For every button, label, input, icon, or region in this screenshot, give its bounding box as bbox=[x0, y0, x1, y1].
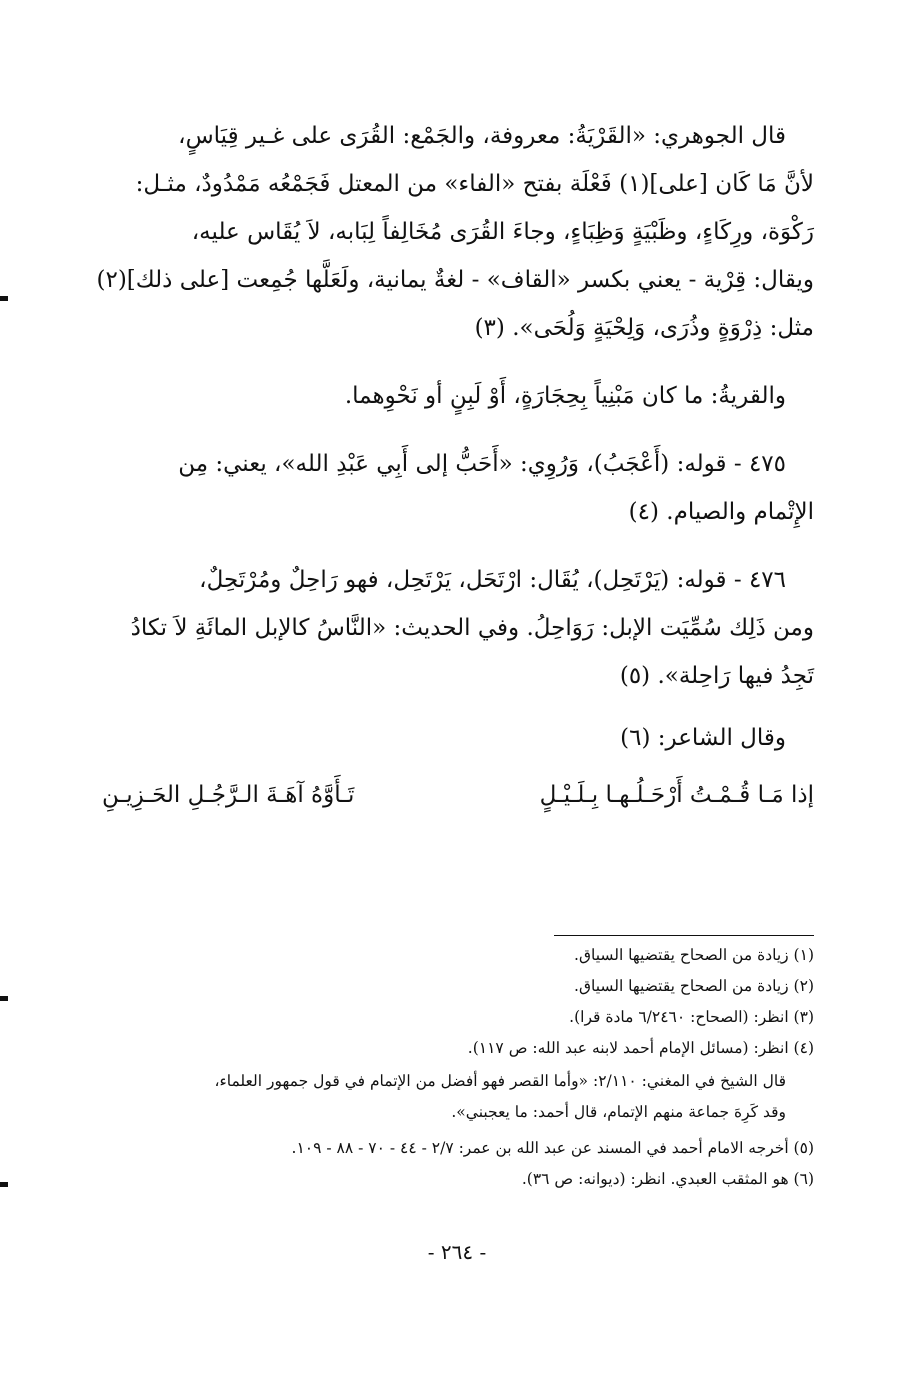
text-line: ويقال: قِرْية - يعني بكسر «القاف» - لغةٌ يمانية، ولَعَلَّها جُمِعت [على ذلك](٢) bbox=[96, 267, 814, 293]
text-line: تَجِدُ فيها رَاحِلة». (٥) bbox=[619, 663, 814, 689]
text-line: ومن ذَلِك سُمِّيَت الإبل: رَوَاحِلُ. وفي الحديث: «النَّاسُ كالإبل المائَةِ لاَ تكادُ bbox=[130, 615, 814, 641]
text-line: الإِتْمام والصيام. (٤) bbox=[628, 499, 814, 525]
text-line: ٤٧٦ - قوله: (يَرْتَحِل)، يُقَال: ارْتَحَل، يَرْتَحِل، فهو رَاحِلٌ ومُرْتَحِلٌ، bbox=[199, 567, 786, 593]
page-number: - ٢٦٤ - bbox=[427, 1240, 487, 1264]
footnote-2: (٢) زيادة من الصحاح يقتضيها السياق. bbox=[574, 977, 814, 995]
paragraph-poet bbox=[102, 714, 814, 762]
paragraph-475 bbox=[102, 440, 814, 536]
text-line: مثل: ذِرْوَةٍ وذُرَى، وَلِحْيَةٍ وَلُحَى». (٣) bbox=[474, 315, 814, 341]
scan-edge-mark bbox=[0, 296, 8, 301]
text-line: لأنَّ مَا كَان [على](١) فَعْلَة بفتح «الفاء» من المعتل فَجَمْعُه مَمْدُودٌ، مثـل: bbox=[135, 171, 814, 197]
text-line: وقال الشاعر: (٦) bbox=[620, 725, 786, 751]
verse-hemistich-first: إذا مَـا قُـمْـتُ أَرْحَـلُـهـا بِـلَـيْـلٍ bbox=[539, 782, 814, 808]
text-line: والقريةُ: ما كان مَبْنِياً بِحِجَارَةٍ، أَوْ لَبِنٍ أو نَحْوِهما. bbox=[344, 383, 786, 409]
footnote-4-continuation: وقد كَرِهَ جماعة منهم الإتمام، قال أحمد: ما يعجبني». bbox=[451, 1103, 786, 1121]
text-line: ٤٧٥ - قوله: (أَعْجَبُ)، وَرُوِي: «أَحَبُّ إلى أَبِي عَبْدِ الله»، يعني: مِن bbox=[178, 451, 786, 477]
paragraph-476 bbox=[102, 556, 814, 700]
footnote-3: (٣) انظر: (الصحاح: ٦/٢٤٦٠ مادة قرا). bbox=[569, 1008, 814, 1026]
text-line: رَكْوَة، ورِكَاءٍ، وظَبْيَةٍ وَظِبَاءٍ، وجاءَ القُرَى مُخَالِفاً لِبَابه، لاَ يُقَاس عليه، bbox=[191, 219, 814, 245]
footnote-4: (٤) انظر: (مسائل الإمام أحمد لابنه عبد الله: ص ١١٧). bbox=[467, 1039, 814, 1057]
scan-edge-mark bbox=[0, 1182, 8, 1187]
poem-verse bbox=[102, 782, 814, 826]
footnote-1: (١) زيادة من الصحاح يقتضيها السياق. bbox=[574, 946, 814, 964]
verse-hemistich-second: تَـأَوَّهُ آهَـةَ الـرَّجُـلِ الحَـزِيـنِ bbox=[102, 782, 355, 808]
footnote-5: (٥) أخرجه الامام أحمد في المسند عن عبد الله بن عمر: ٢/٧ - ٤٤ - ٧٠ - ٨٨ - ١٠٩. bbox=[291, 1139, 814, 1157]
scan-edge-mark bbox=[0, 996, 8, 1001]
text-line: قال الجوهري: «القَرْيَةُ: معروفة، والجَمْع: القُرَى على غـير قِيَاسٍ، bbox=[178, 123, 786, 149]
footnote-separator bbox=[554, 935, 814, 936]
paragraph-qarya bbox=[102, 372, 814, 420]
footnote-4-continuation: قال الشيخ في المغني: ٢/١١٠: «وأما القصر فهو أفضل من الإتمام في قول جمهور العلماء، bbox=[214, 1072, 786, 1090]
footnote-6: (٦) هو المثقب العبدي. انظر: (ديوانه: ص ٣٦). bbox=[521, 1170, 814, 1188]
paragraph-jawhari bbox=[96, 112, 814, 352]
